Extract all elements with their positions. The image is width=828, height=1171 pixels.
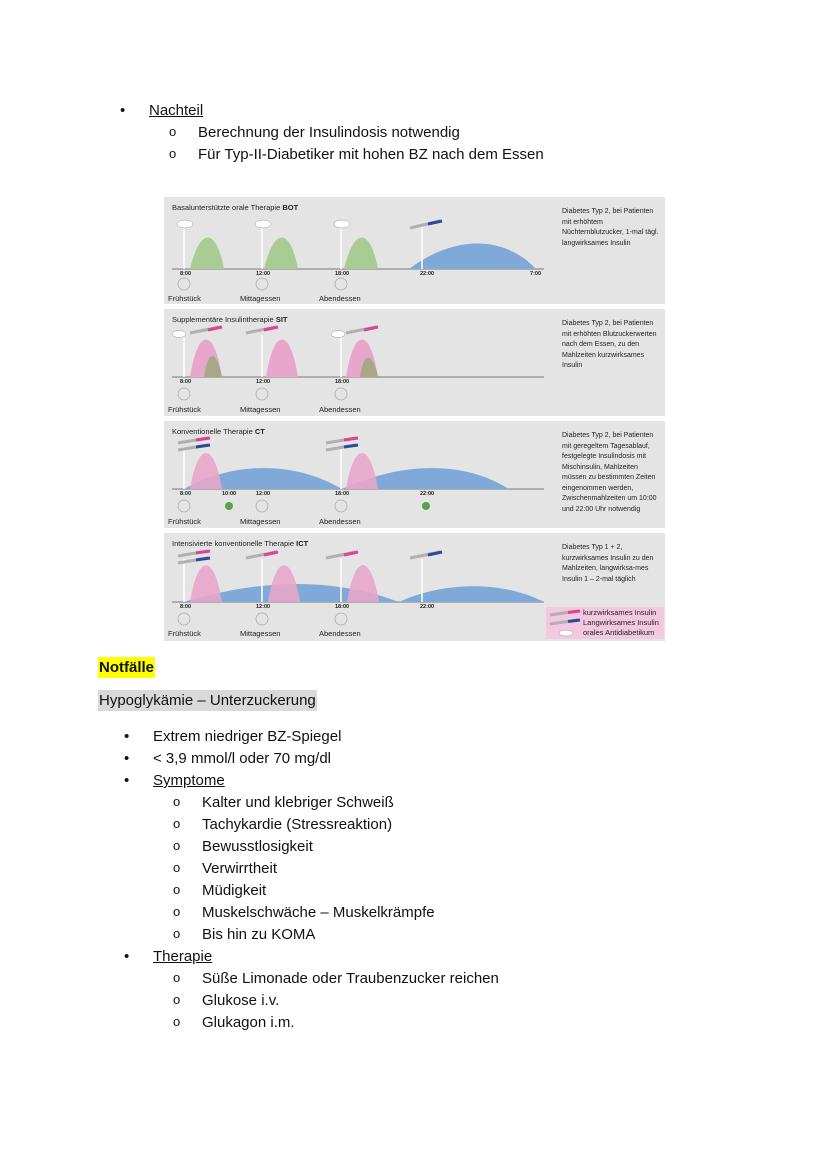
short-acting-insulin-curve	[190, 565, 222, 602]
hypoglykaemie-list	[124, 726, 499, 1034]
plate-icon	[335, 500, 347, 512]
list-item: o Tachykardie (Stressreaktion)	[173, 814, 499, 836]
time-tick: 10:00	[222, 491, 237, 497]
insulin-pen-blue-icon	[178, 558, 210, 563]
short-acting-insulin-curve	[347, 565, 379, 602]
legend-long-acting: Langwirksames Insulin	[583, 618, 659, 627]
insulin-pen-blue-icon	[550, 620, 580, 624]
meal-label: Frühstück	[168, 629, 201, 638]
tablet-icon	[559, 630, 573, 636]
panel-description: Diabetes Typ 2, bei Patienten mit erhöhten Blutzuckerwerten nach dem Essen, zu den Mahlzeiten kurzwirksames Insulin	[562, 320, 657, 369]
meal-label: Abendessen	[319, 517, 361, 526]
meal-label: Frühstück	[168, 517, 201, 526]
time-tick: 18:00	[335, 271, 350, 277]
panel-sit	[164, 309, 665, 416]
apple-icon	[225, 502, 233, 510]
long-acting-insulin-curve	[399, 586, 544, 602]
list-item	[120, 100, 544, 122]
plate-icon	[178, 613, 190, 625]
plate-icon	[256, 500, 268, 512]
oral-drug-curve	[190, 238, 224, 270]
time-tick: 18:00	[335, 604, 350, 610]
legend-icons	[546, 607, 586, 639]
nachteil-heading: Nachteil	[149, 102, 204, 119]
time-tick: 22:00	[420, 491, 435, 497]
tablet-icon	[255, 220, 271, 228]
insulin-pen-pink-icon	[326, 438, 358, 443]
tablet-icon	[172, 331, 186, 338]
tablet-icon	[334, 220, 350, 228]
tablet-icon	[177, 220, 193, 228]
therapie-heading: Therapie	[153, 948, 213, 965]
list-item: • < 3,9 mmol/l oder 70 mg/dl	[124, 748, 499, 770]
time-tick: 8:00	[180, 379, 192, 385]
time-tick: 8:00	[180, 271, 192, 277]
plate-icon	[335, 388, 347, 400]
meal-label: Frühstück	[168, 405, 201, 414]
plate-icon	[335, 278, 347, 290]
plate-icon	[256, 278, 268, 290]
insulin-therapy-figure	[164, 197, 665, 641]
insulin-pen-pink-icon	[326, 552, 358, 558]
insulin-pen-blue-icon	[410, 221, 442, 228]
tablet-icon	[331, 331, 345, 338]
panel-description: Diabetes Typ 1 + 2, kurzwirksames Insulin zu den Mahlzeiten, langwirksa-mes Insulin 1 – 2-mal täglich	[562, 544, 654, 583]
time-tick: 22:00	[420, 271, 435, 277]
list-item: o Bewusstlosigkeit	[173, 836, 499, 858]
list-item: o Für Typ-II-Diabetiker mit hohen BZ nach dem Essen	[169, 144, 544, 166]
time-tick: 7:00	[530, 271, 542, 277]
panel-title: Konventionelle Therapie CT	[172, 427, 265, 436]
time-tick: 8:00	[180, 604, 192, 610]
insulin-pen-pink-icon	[246, 327, 278, 333]
meal-label: Mittagessen	[240, 517, 281, 526]
symptome-heading: Symptome	[153, 772, 225, 789]
plate-icon	[178, 388, 190, 400]
time-tick: 22:00	[420, 604, 435, 610]
panel-bot	[164, 197, 665, 304]
plate-icon	[178, 278, 190, 290]
list-item: o Kalter und klebriger Schweiß	[173, 792, 499, 814]
meal-label: Mittagessen	[240, 629, 281, 638]
short-acting-insulin-curve	[346, 453, 378, 489]
meal-label: Abendessen	[319, 629, 361, 638]
nachteil-list	[120, 100, 544, 166]
panel-description: Diabetes Typ 2, bei Patienten mit geregeltem Tagesablauf, festgelegte Insulindosis mit Mischinsulin, Mahlzeiten müssen zu bestimmten Zeiten eingenommen werden, Zwischenmahlzeiten um 10:00 und 22:00 Uhr notwendig	[562, 432, 657, 513]
subheading-hypoglykaemie: Hypoglykämie – Unterzuckerung	[99, 692, 316, 709]
insulin-pen-pink-icon	[190, 327, 222, 333]
apple-icon	[422, 502, 430, 510]
meal-label: Abendessen	[319, 405, 361, 414]
time-tick: 12:00	[256, 491, 271, 497]
list-item: o Berechnung der Insulindosis notwendig	[169, 122, 544, 144]
list-item	[124, 946, 499, 968]
time-tick: 12:00	[256, 271, 271, 277]
plate-icon	[256, 388, 268, 400]
meal-label: Mittagessen	[240, 294, 281, 303]
meal-label: Mittagessen	[240, 405, 281, 414]
time-tick: 8:00	[180, 491, 192, 497]
section-heading-notfaelle: Notfälle	[99, 659, 155, 676]
insulin-pen-blue-icon	[410, 552, 442, 558]
list-item: o Glukagon i.m.	[173, 1012, 499, 1034]
panel-ct	[164, 421, 665, 528]
panel-title: Supplementäre Insulintherapie SIT	[172, 315, 288, 324]
list-item	[124, 770, 499, 792]
time-tick: 18:00	[335, 491, 350, 497]
short-acting-insulin-curve	[266, 340, 298, 378]
insulin-pen-pink-icon	[178, 551, 210, 556]
plate-icon	[256, 613, 268, 625]
list-item: o Muskelschwäche – Muskelkrämpfe	[173, 902, 499, 924]
panel-title: Intensivierte konventionelle Therapie ICT	[172, 539, 309, 548]
oral-drug-curve	[344, 238, 378, 270]
insulin-pen-pink-icon	[550, 611, 580, 615]
insulin-pen-pink-icon	[178, 438, 210, 443]
long-acting-insulin-curve	[409, 244, 536, 270]
panel-title: Basalunterstützte orale Therapie BOT	[172, 203, 299, 212]
plate-icon	[178, 500, 190, 512]
figure-legend	[546, 607, 664, 639]
list-item: o Verwirrtheit	[173, 858, 499, 880]
plate-icon	[335, 613, 347, 625]
list-item: o Glukose i.v.	[173, 990, 499, 1012]
legend-short-acting: kurzwirksames Insulin	[583, 608, 657, 617]
insulin-pen-blue-icon	[326, 445, 358, 450]
list-item: • Extrem niedriger BZ-Spiegel	[124, 726, 499, 748]
time-tick: 18:00	[335, 379, 350, 385]
oral-drug-curve	[264, 238, 298, 270]
meal-label: Abendessen	[319, 294, 361, 303]
short-acting-insulin-curve	[268, 565, 300, 602]
list-item: o Süße Limonade oder Traubenzucker reichen	[173, 968, 499, 990]
insulin-pen-blue-icon	[178, 445, 210, 450]
short-acting-insulin-curve	[190, 453, 222, 489]
list-item: o Müdigkeit	[173, 880, 499, 902]
legend-oral-drug: orales Antidiabetikum	[583, 628, 655, 637]
time-tick: 12:00	[256, 604, 271, 610]
insulin-pen-pink-icon	[246, 552, 278, 558]
meal-label: Frühstück	[168, 294, 201, 303]
list-item: o Bis hin zu KOMA	[173, 924, 499, 946]
time-tick: 12:00	[256, 379, 271, 385]
insulin-pen-pink-icon	[346, 327, 378, 333]
panel-description: Diabetes Typ 2, bei Patienten mit erhöhtem Nüchternblutzucker, 1-mal tägl. langwirksames Insulin	[562, 208, 659, 247]
